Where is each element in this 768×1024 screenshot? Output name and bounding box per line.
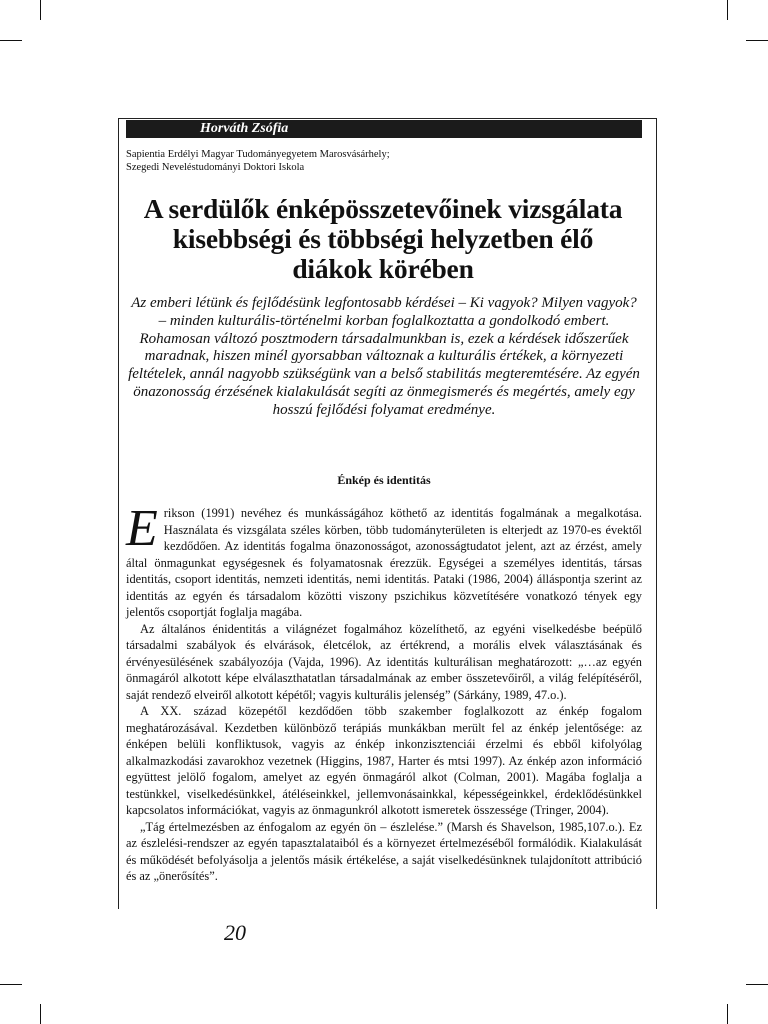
crop-mark <box>746 984 768 985</box>
crop-mark <box>746 40 768 41</box>
crop-mark <box>40 0 41 20</box>
paragraph <box>126 500 642 621</box>
crop-mark <box>0 40 22 41</box>
section-heading: Énkép és identitás <box>337 473 431 487</box>
paragraph: „Tág értelmezésben az énfogalom az egyén ön – észlelése.” (Marsh és Shavelson, 1985,107.o.). Ez az észlelési-rendszer az egyén tapasztalataiból és a környezet értelmezéséből formálódik. Kialakulását és működését befolyásolja a jelentős másik értékelése, a saját viselkedésünknek tulajdonított attribúció és az „önerősítés”. <box>126 819 642 883</box>
author-name: Horváth Zsófia <box>200 121 289 136</box>
paragraph-text: rikson (1991) nevéhez és munkásságához köthető az identitás fogalmának a megalkotása. Használata és vizsgálata széles körben, több tudományterületen is elterjedt az 1970-es évektől kezdődően. Az identitás fogalma önazonosságot, azonosságtudatot jelent, azt az érzést, amely által önmagunkat egységesnek és folyamatosnak érezzük. Egységei a személyes identitás, társas identitás, csoport identitás, nemzeti identitás, nemi identitás. Pataki (1986, 2004) álláspontja szerint az identitás az egyén és társadalom közötti viszony pszichikus közvetítésére vonatkozó tények egy jelentős csoportját foglalja magába. <box>126 506 642 619</box>
crop-mark <box>727 1004 728 1024</box>
drop-cap: E <box>126 500 158 557</box>
page-number: 20 <box>224 920 246 945</box>
crop-mark <box>727 0 728 20</box>
crop-mark <box>40 1004 41 1024</box>
author-bar <box>126 120 642 138</box>
article-title: A serdülők énképösszetevőinek vizsgálata kisebbségi és többségi helyzetben élő diákok körében <box>143 193 623 284</box>
affiliation-line: Szegedi Neveléstudományi Doktori Iskola <box>126 162 305 173</box>
affiliation <box>126 148 642 174</box>
paragraph: Az általános énidentitás a világnézet fogalmához közelíthető, az egyéni viselkedésbe beépülő társadalmi szabályok és elvárások, életcélok, az értékrend, a morális elvek választásának és érvényesülésének szabályozója (Vajda, 1996). Az identitás kulturálisan meghatározott: „…az egyén önmagáról alkotott képe elválaszthatatlan társadalmának az ember összetevőiről, a világ felépítéséről, saját rendező elveiről alkotott képétől; vagyis kulturális jelenség” (Sárkány, 1989, 47.o.). <box>126 621 642 702</box>
body-text <box>126 500 642 885</box>
paragraph: A XX. század közepétől kezdődően több szakember foglalkozott az énkép fogalom meghatározásával. Kezdetben különböző terápiás munkákban merült fel az énkép jelentősége: az énképen belüli konfliktusok, vagyis az énkép inkonzisztenciái érzelmi és ebből kifolyólag alkalmazkodási zavarokhoz vezetnek (Higgins, 1987, Harter és mtsi 1997). Az énkép azon információ együttest jelölő fogalom, amelyet az egyén önmagáról alkot (Colman, 2001). Magába foglalja a testünkkel, viselkedésünkkel, átéléseinkkel, jellemvonásainkkal, képességeinkkel, érdeklődésünkkel kapcsolatos információkat, vagyis az önmagunkról alkotott ismeretek összessége (Tringer, 2004). <box>126 704 642 817</box>
crop-mark <box>0 984 22 985</box>
abstract: Az emberi létünk és fejlődésünk legfontosabb kérdései – Ki vagyok? Milyen vagyok? – minden kulturális-történelmi korban foglalkoztatta a gondolkodó embert. Rohamosan változó posztmodern társadalmunkban is, ezek a kérdések időszerűek maradnak, hiszen minél gyorsabban változnak a kulturális értékek, a környezeti feltételek, annál nagyobb szükségünk van a belső stabilitás megteremtésére. Az egyén önazonosság érzésének kialakulását segíti az önmegismerés és megértés, amely egy hosszú fejlődési folyamat eredménye. <box>128 295 640 418</box>
affiliation-line: Sapientia Erdélyi Magyar Tudományegyetem Marosvásárhely; <box>126 149 390 160</box>
